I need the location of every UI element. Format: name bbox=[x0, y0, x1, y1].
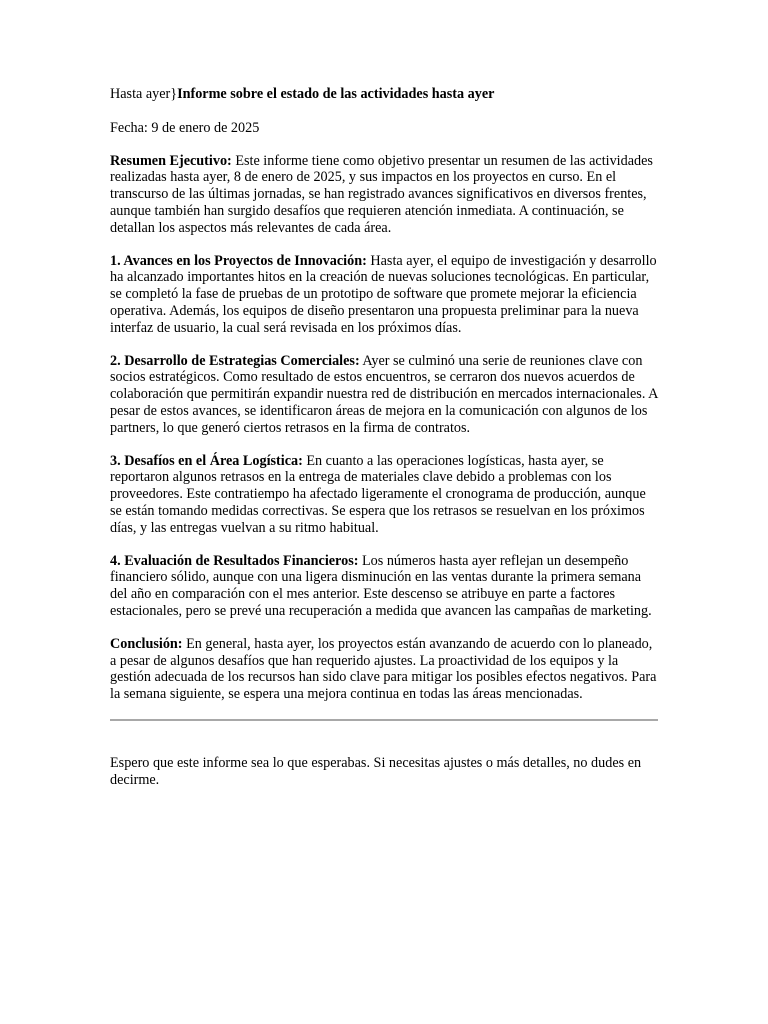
section-heading: Conclusión: bbox=[110, 635, 183, 652]
section-heading: 2. Desarrollo de Estrategias Comerciales: bbox=[110, 352, 360, 369]
horizontal-divider bbox=[110, 719, 658, 721]
section-body: Hasta ayer, el equipo de investigación y desarrollo ha alcanzado importantes hitos en la creación de nuevas soluciones tecnológicas. En particular, se completó la fase de pruebas de un prototipo de software que promete mejorar la eficiencia operativa. Además, los equipos de diseño presentaron una propuesta preliminar para la nueva interfaz de usuario, la cual será revisada en los próximos días. bbox=[110, 252, 657, 336]
title-prefix: Hasta ayer} bbox=[110, 86, 178, 102]
closing-note: Espero que este informe sea lo que esperabas. Si necesitas ajustes o más detalles, no dudes en decirme. bbox=[110, 754, 642, 788]
section-commercial-strategies bbox=[110, 353, 658, 437]
section-heading: 3. Desafíos en el Área Logística: bbox=[110, 452, 303, 469]
title-text: Informe sobre el estado de las actividades hasta ayer bbox=[177, 86, 495, 102]
section-body: Los números hasta ayer reflejan un desempeño financiero sólido, aunque con una ligera disminución en las ventas durante la primera semana del año en comparación con el mes anterior. Este descenso se atribuye en parte a factores estacionales, pero se prevé una recuperación a medida que avancen las campañas de marketing. bbox=[110, 552, 652, 619]
section-heading: 1. Avances en los Proyectos de Innovación: bbox=[110, 252, 367, 269]
section-body: Este informe tiene como objetivo presentar un resumen de las actividades realizadas hasta ayer, 8 de enero de 2025, y sus impactos en los proyectos en curso. En el transcurso de las últimas jornadas, se han registrado avances significativos en diversos frentes, aunque también han surgido desafíos que requieren atención inmediata. A continuación, se detallan los aspectos más relevantes de cada área. bbox=[110, 152, 653, 236]
section-financial-results bbox=[110, 553, 658, 620]
document-title bbox=[110, 86, 658, 103]
section-innovation-projects bbox=[110, 253, 658, 337]
section-heading: 4. Evaluación de Resultados Financieros: bbox=[110, 552, 359, 569]
section-heading: Resumen Ejecutivo: bbox=[110, 152, 232, 169]
section-body: Ayer se culminó una serie de reuniones clave con socios estratégicos. Como resultado de estos encuentros, se cerraron dos nuevos acuerdos de colaboración que permitirán expandir nuestra red de distribución en mercados internacionales. A pesar de estos avances, se identificaron áreas de mejora en la comunicación con algunos de los partners, lo que generó ciertos retrasos en la firma de contratos. bbox=[110, 352, 658, 436]
section-conclusion bbox=[110, 636, 658, 703]
section-body: En cuanto a las operaciones logísticas, hasta ayer, se reportaron algunos retrasos en la entrega de materiales clave debido a problemas con los proveedores. Este contratiempo ha afectado ligeramente el cronograma de producción, aunque se están tomando medidas correctivas. Se espera que los retrasos se resuelvan en los próximos días, y las entregas vuelvan a su ritmo habitual. bbox=[110, 452, 646, 536]
document-date: Fecha: 9 de enero de 2025 bbox=[110, 119, 260, 136]
section-body: En general, hasta ayer, los proyectos están avanzando de acuerdo con lo planeado, a pesar de algunos desafíos que han requerido ajustes. La proactividad de los equipos y la gestión adecuada de los recursos han sido clave para mitigar los posibles efectos negativos. Para la semana siguiente, se espera una mejora continua en todas las áreas mencionadas. bbox=[110, 635, 657, 703]
section-logistics-challenges bbox=[110, 453, 658, 537]
section-executive-summary bbox=[110, 153, 658, 237]
